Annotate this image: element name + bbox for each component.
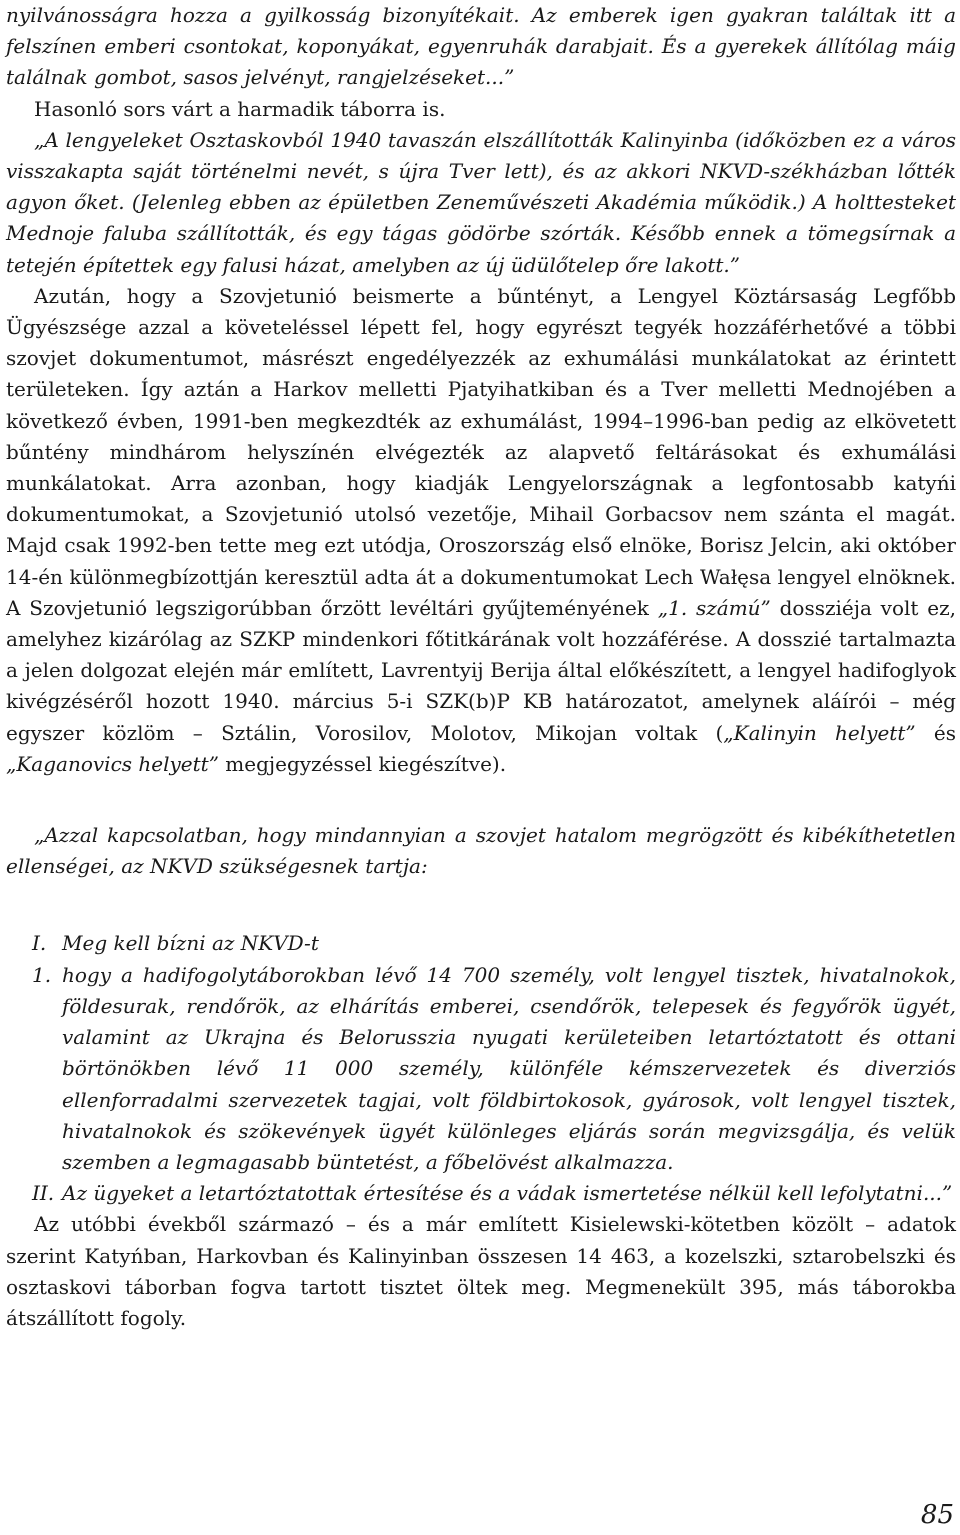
spacer <box>6 882 956 928</box>
text-run: megjegyzéssel kiegészítve). <box>218 751 507 776</box>
document-page <box>6 0 956 1334</box>
text-run: és <box>915 720 956 745</box>
text-run-italic: „Kaganovics helyett” <box>6 751 219 776</box>
list-item-ii <box>6 1178 956 1209</box>
text-run-italic: „Kalinyin helyett” <box>723 720 916 745</box>
list-item-i <box>6 928 956 959</box>
paragraph-casualties: Az utóbbi évekből származó – és a már említett Kisielewski-kötetben közölt – adatok szerint Katyńban, Harkovban és Kalinyinban összesen 14 463, a kozelszki, sztarobelszki és osztaskovi táborban fogva tartott tisztet öltek meg. Megmenekült 395, más táborokba átszállított fogoly. <box>6 1212 956 1330</box>
block-quote-nkvd: „Azzal kapcsolatban, hogy mindannyian a szovjet hatalom megrögzött és kibékíthetetlen ellenségei, az NKVD szükségesnek tartja: <box>6 823 956 879</box>
spacer <box>6 780 956 820</box>
paragraph-quote-continuation: nyilvánosságra hozza a gyilkosság bizonyítékait. Az emberek igen gyakran találtak itt a felszínen emberi csontokat, koponyákat, egyenruhák darabjait. És a gyerekek állítólag máig találnak gombot, sasos jelvényt, rangjelzéseket...” <box>6 3 956 90</box>
list-number: 1. <box>32 962 52 987</box>
list-text: Meg kell bízni az NKVD-t <box>62 931 319 956</box>
paragraph-exhumation <box>6 281 956 780</box>
list-text: hogy a hadifogolytáborokban lévő 14 700 személy, volt lengyel tisztek, hivatalnokok, földesurak, rendőrök, az elhárítás emberei, csendőrök, telepesek és fegyőrök ügyét, valamint az Ukrajna és Belorusszia nyugati kerületeiben letartóztatott és ottani börtönökben lévő 11 000 személy, különféle kémszervezetek és diverziós ellenforradalmi szervezetek tagjai, volt földbirtokosok, gyárosok, volt lengyel tisztek, hivatalnokok és szökevények ügyét különleges eljárás során megvizsgálja, és velük szemben a legmagasabb büntetést, a főbelövést alkalmazza. <box>62 962 956 1174</box>
text-run: Azután, hogy a Szovjetunió beismerte a bűntényt, a Lengyel Köztársaság Legfőbb Ügyészsége azzal a követeléssel lépett fel, hogy egyrészt tegyék hozzáférhetővé a többi szovjet dokumentumot, másrészt engedélyezzék az exhumálási munkálatokat az érintett területeken. Így aztán a Harkov melletti Pjatyihatkiban és a Tver melletti Mednojében a következő évben, 1991-ben megkezdték az exhumálást, 1994–1996-ban pedig az elkövetett bűntény mindhárom helyszínén elvégezték az alapvető feltárásokat és exhumálási munkálatokat. Arra azonban, hogy kiadják Lengyelországnak a legfontosabb katyńi dokumentumokat, a Szovjetunió utolsó vezetője, Mihail Gorbacsov nem szánta el magát. Majd csak 1992-ben tette meg ezt utódja, Oroszország első elnöke, Borisz Jelcin, aki október 14-én különmegbízottján keresztül adta át a dokumentumokat Lech Wałęsa lengyel elnöknek. A Szovjetunió legszigorúbban őrzött levéltári gyűjteményének <box>6 283 956 620</box>
page-number: 85 <box>920 1500 954 1530</box>
text-run: dossziéja volt ez, amelyhez kizárólag az SZKP mindenkori főtitkárának volt hozzáférése. A dosszié tartalmazta a jelen dolgozat elején már említett, Lavrentyij Berija által előkészített, a lengyel hadifoglyok kivégzéséről hozott 1940. március 5-i SZK(b)P KB határozatot, amelynek aláírói – még egyszer közlöm – Sztálin, Vorosilov, Molotov, Mikojan voltak ( <box>6 595 956 745</box>
paragraph-third-camp: Hasonló sors várt a harmadik táborra is. <box>34 96 446 121</box>
list-number: II. <box>32 1181 55 1206</box>
block-quote-mednoje: „A lengyeleket Osztaskovból 1940 tavaszán elszállították Kalinyinba (időközben ez a város visszakapta saját történelmi nevét, s újra Tver lett), és az akkori NKVD-székházban lőtték agyon őket. (Jelenleg ebben az épületben Zeneművészeti Akadémia működik.) A holttesteket Mednoje faluba szállították, és egy tágas gödörbe szórták. Később ennek a tömegsírnak a tetején építettek egy falusi házat, amelyben az új üdülőtelep őre lakott.” <box>6 127 956 277</box>
text-run-italic: „1. számú” <box>657 595 771 620</box>
list-number: I. <box>32 931 47 956</box>
list-text: Az ügyeket a letartóztatottak értesítése és a vádak ismertetése nélkül kell lefolytatni...” <box>62 1181 953 1206</box>
list-item-1 <box>6 960 956 1178</box>
